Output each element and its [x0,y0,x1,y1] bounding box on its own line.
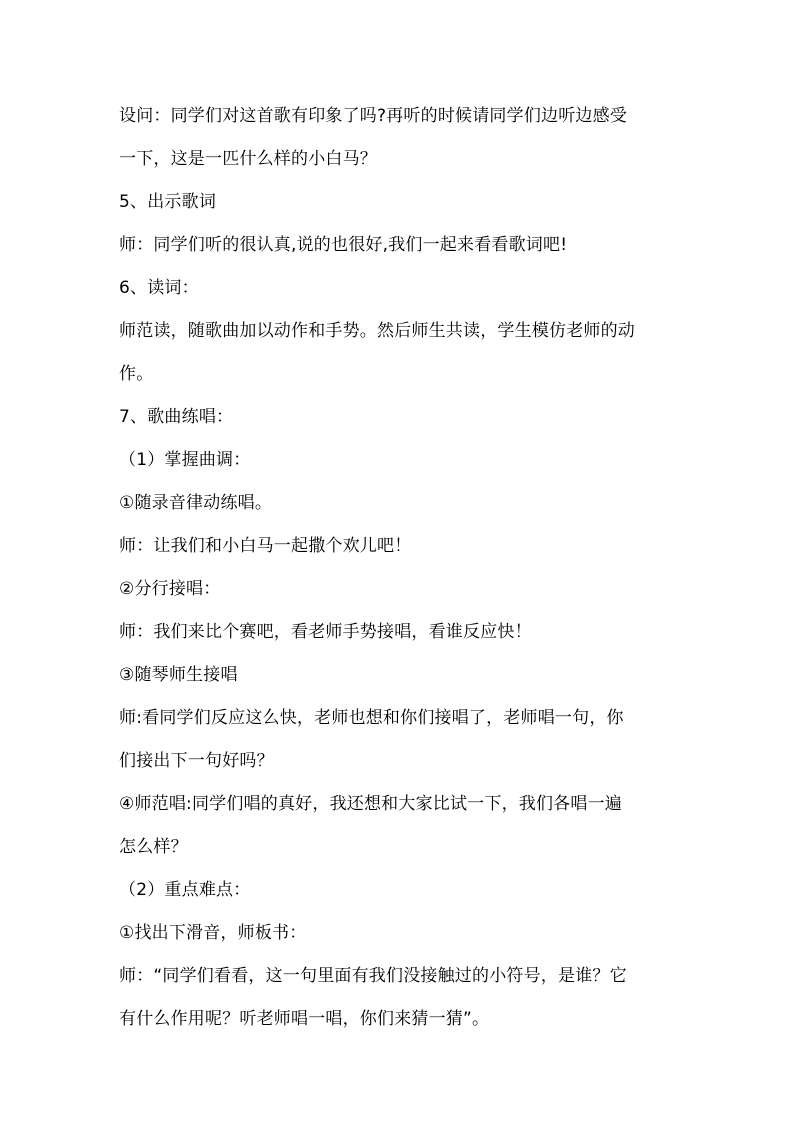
text-line: 师：我们来比个赛吧，看老师手势接唱，看谁反应快！ [119,622,532,642]
text-line: 怎么样？ [119,837,188,857]
text-line: 有什么作用呢？听老师唱一唱，你们来猜一猜”。 [119,1009,490,1029]
section-heading: 7、歌曲练唱： [119,407,234,427]
list-item: ③随琴师生接唱 [119,665,238,685]
list-item: ①随录音律动练唱。 [119,493,273,513]
text-line: 师范读，随歌曲加以动作和手势。然后师生共读，学生模仿老师的动 [119,321,635,341]
subsection-heading: （2）重点难点： [119,880,251,900]
list-item: ④师范唱:同学们唱的真好，我还想和大家比试一下，我们各唱一遍 [119,794,622,814]
subsection-heading: （1）掌握曲调： [119,450,251,470]
text-line: 师：同学们听的很认真,说的也很好,我们一起来看看歌词吧! [119,235,568,255]
text-line: 一下，这是一匹什么样的小白马？ [119,149,377,169]
text-line: 设问：同学们对这首歌有印象了吗?再听的时候请同学们边听边感受 [119,106,628,126]
text-line: 作。 [119,364,154,384]
text-line: 师:看同学们反应这么快，老师也想和你们接唱了，老师唱一句，你 [119,708,624,728]
section-heading: 5、出示歌词 [119,192,217,212]
section-heading: 6、读词： [119,278,199,298]
list-item: ②分行接唱： [119,579,221,599]
text-line: 师：“同学们看看，这一句里面有我们没接触过的小符号，是谁？它 [119,966,627,986]
text-line: 师：让我们和小白马一起撒个欢儿吧！ [119,536,412,556]
text-line: 们接出下一句好吗？ [119,751,274,771]
list-item: ①找出下滑音，师板书： [119,923,307,943]
